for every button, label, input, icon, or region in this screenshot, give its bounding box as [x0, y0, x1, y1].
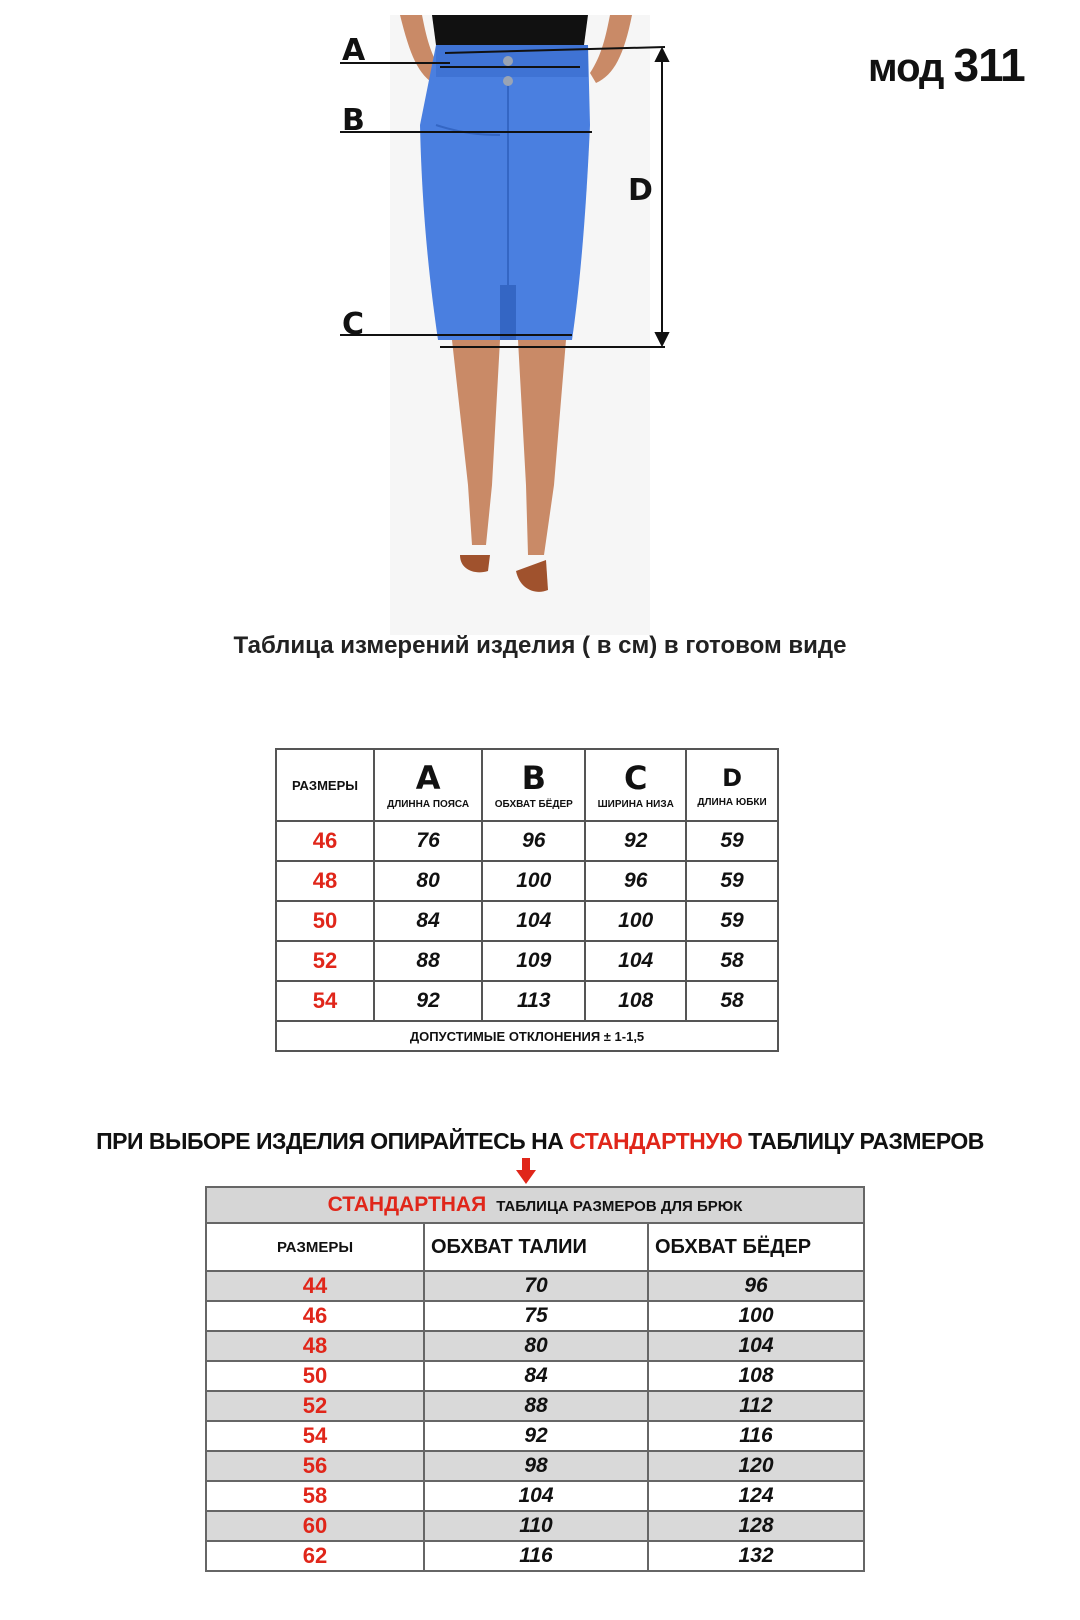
tolerance-row	[276, 1021, 778, 1051]
note-before: ПРИ ВЫБОРЕ ИЗДЕЛИЯ ОПИРАЙТЕСЬ НА	[96, 1128, 570, 1154]
value-a: 92	[374, 981, 482, 1021]
size-cell: 56	[206, 1451, 424, 1481]
col-c-sub: ШИРИНА НИЗА	[597, 798, 674, 810]
size-cell: 52	[276, 941, 374, 981]
waist-cell: 104	[424, 1481, 648, 1511]
size-cell: 46	[276, 821, 374, 861]
back-slit	[500, 285, 516, 340]
measurements-table	[275, 748, 779, 1052]
value-c: 96	[585, 861, 686, 901]
waist-cell: 75	[424, 1301, 648, 1331]
value-b: 104	[482, 901, 585, 941]
value-a: 88	[374, 941, 482, 981]
label-c: C	[342, 307, 365, 342]
note-highlight: СТАНДАРТНУЮ	[569, 1128, 743, 1154]
value-a: 76	[374, 821, 482, 861]
waist-cell: 116	[424, 1541, 648, 1571]
col-b-sub: ОБХВАТ БЁДЕР	[494, 798, 573, 810]
table-row	[206, 1541, 864, 1571]
size-cell: 62	[206, 1541, 424, 1571]
hips-cell: 112	[648, 1391, 864, 1421]
value-b: 113	[482, 981, 585, 1021]
table-row	[206, 1451, 864, 1481]
standard-size-table	[205, 1186, 865, 1572]
col-hips: ОБХВАТ БЁДЕР	[648, 1223, 864, 1271]
arrow-d-up	[656, 49, 668, 61]
size-cell: 54	[206, 1421, 424, 1451]
model-prefix: мод	[868, 46, 944, 90]
label-a: A	[342, 33, 366, 68]
standard-columns-row	[206, 1223, 864, 1271]
table-row	[206, 1391, 864, 1421]
col-a-header	[374, 749, 482, 821]
table-row	[206, 1331, 864, 1361]
table-row	[276, 821, 778, 861]
value-b: 109	[482, 941, 585, 981]
waist-cell: 110	[424, 1511, 648, 1541]
standard-size-note	[0, 1128, 1080, 1155]
measurements-header-row	[276, 749, 778, 821]
table-row	[206, 1271, 864, 1301]
hips-cell: 100	[648, 1301, 864, 1331]
col-c-header	[585, 749, 686, 821]
model-title	[868, 38, 1025, 92]
hips-cell: 108	[648, 1361, 864, 1391]
waist-cell: 84	[424, 1361, 648, 1391]
hips-cell: 104	[648, 1331, 864, 1361]
button-top	[503, 56, 513, 66]
hips-cell: 124	[648, 1481, 864, 1511]
col-d-header	[686, 749, 778, 821]
size-cell: 60	[206, 1511, 424, 1541]
waist-cell: 88	[424, 1391, 648, 1421]
standard-title-row	[206, 1187, 864, 1223]
size-cell: 50	[276, 901, 374, 941]
col-c-letter: C	[623, 758, 648, 797]
measurements-caption: Таблица измерений изделия ( в см) в готовом виде	[233, 632, 847, 659]
skirt-figure	[340, 15, 700, 635]
hips-cell: 132	[648, 1541, 864, 1571]
value-a: 80	[374, 861, 482, 901]
model-number: 311	[953, 39, 1025, 91]
col-b-letter: B	[521, 758, 546, 797]
table-row	[206, 1511, 864, 1541]
value-c: 104	[585, 941, 686, 981]
value-c: 108	[585, 981, 686, 1021]
value-b: 100	[482, 861, 585, 901]
table-row	[206, 1301, 864, 1331]
arrow-down-icon	[516, 1158, 536, 1184]
value-d: 58	[686, 981, 778, 1021]
value-a: 84	[374, 901, 482, 941]
value-d: 59	[686, 861, 778, 901]
col-a-letter: A	[415, 758, 441, 797]
col-a-sub: ДЛИННА ПОЯСА	[387, 798, 470, 810]
size-cell: 50	[206, 1361, 424, 1391]
tolerance-note: ДОПУСТИМЫЕ ОТКЛОНЕНИЯ ± 1-1,5	[276, 1021, 778, 1051]
value-d: 59	[686, 821, 778, 861]
table-row	[276, 861, 778, 901]
standard-title	[206, 1187, 864, 1223]
sizes-header: РАЗМЕРЫ	[276, 749, 374, 821]
col-waist: ОБХВАТ ТАЛИИ	[424, 1223, 648, 1271]
standard-title-rest: ТАБЛИЦА РАЗМЕРОВ ДЛЯ БРЮК	[496, 1198, 743, 1215]
col-d-letter: D	[722, 763, 742, 792]
value-b: 96	[482, 821, 585, 861]
size-cell: 54	[276, 981, 374, 1021]
black-top	[432, 15, 588, 45]
size-cell: 52	[206, 1391, 424, 1421]
col-b-header	[482, 749, 585, 821]
waist-cell: 92	[424, 1421, 648, 1451]
value-c: 92	[585, 821, 686, 861]
size-cell: 44	[206, 1271, 424, 1301]
table-row	[276, 901, 778, 941]
label-d: D	[628, 173, 653, 208]
hips-cell: 116	[648, 1421, 864, 1451]
waist-cell: 98	[424, 1451, 648, 1481]
col-sizes: РАЗМЕРЫ	[206, 1223, 424, 1271]
hips-cell: 120	[648, 1451, 864, 1481]
col-d-sub: ДЛИНА ЮБКИ	[697, 796, 767, 808]
size-cell: 46	[206, 1301, 424, 1331]
waist-cell: 80	[424, 1331, 648, 1361]
skirt-illustration	[340, 15, 700, 635]
value-d: 58	[686, 941, 778, 981]
button-bottom	[503, 76, 513, 86]
waist-cell: 70	[424, 1271, 648, 1301]
size-cell: 48	[276, 861, 374, 901]
size-cell: 58	[206, 1481, 424, 1511]
value-c: 100	[585, 901, 686, 941]
hips-cell: 128	[648, 1511, 864, 1541]
arrow-d-down	[656, 333, 668, 345]
standard-title-red: СТАНДАРТНАЯ	[327, 1193, 487, 1216]
size-cell: 48	[206, 1331, 424, 1361]
note-after: ТАБЛИЦУ РАЗМЕРОВ	[742, 1128, 984, 1154]
table-row	[206, 1361, 864, 1391]
table-row	[276, 981, 778, 1021]
table-row	[276, 941, 778, 981]
hips-cell: 96	[648, 1271, 864, 1301]
label-b: B	[342, 103, 365, 138]
table-row	[206, 1421, 864, 1451]
value-d: 59	[686, 901, 778, 941]
table-row	[206, 1481, 864, 1511]
